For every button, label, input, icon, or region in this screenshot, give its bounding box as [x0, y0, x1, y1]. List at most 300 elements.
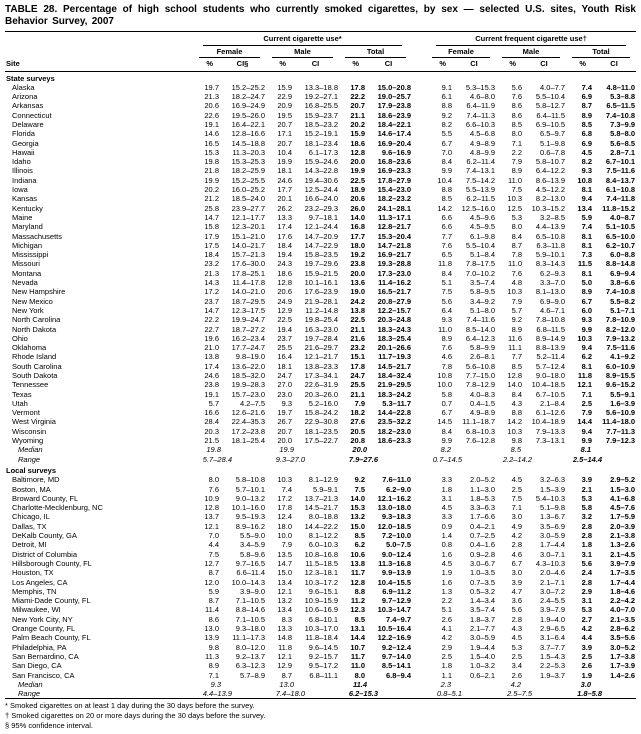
cell-ci: 3.0–6.7: [469, 558, 496, 568]
column-gutter: [412, 278, 426, 287]
cell-ci: 10.1–16.1: [304, 278, 338, 288]
cell-ci: 10.4–18.9: [531, 417, 566, 427]
column-gutter: [412, 605, 426, 614]
cell-percent: 2.2: [511, 147, 523, 157]
cell-percent: 14.6: [204, 129, 219, 139]
cell-percent: 5.9: [208, 586, 219, 596]
cell-percent: 2.5: [511, 651, 523, 661]
cell-ci: 5.5–10.4: [465, 240, 496, 250]
cell-ci: 14.4–22.2: [304, 521, 338, 531]
table-row: [5, 362, 636, 371]
cell-ci: 12.2–15.7: [377, 305, 412, 315]
cell-range: 2.5–7.5: [506, 689, 533, 699]
cell-site: Orange County, FL: [12, 624, 76, 634]
cell-percent: 13.0: [204, 624, 219, 634]
cell-ci: 6.6–10.3: [465, 119, 496, 129]
cell-ci: 5.8–9.9: [469, 343, 496, 353]
cell-ci: 22.9–30.8: [304, 417, 338, 427]
cell-percent: 12.8: [350, 577, 365, 587]
cell-percent: 11.0: [507, 259, 523, 269]
cell-percent: 2.8: [581, 577, 593, 587]
column-gutter: [412, 531, 426, 540]
cell-ci: 5.5–13.9: [465, 185, 496, 195]
table-row: [5, 222, 636, 231]
cell-percent: 7.1: [581, 389, 593, 399]
cell-ci: 8.8–14.8: [605, 259, 636, 269]
cell-percent: 24.9: [277, 296, 292, 306]
cell-ci: 6.9–9.4: [610, 268, 636, 278]
column-gutter: [412, 390, 426, 399]
cell-site: Wyoming: [12, 436, 44, 446]
cell-ci: 7.2–10.0: [381, 531, 412, 541]
column-gutter: [412, 568, 426, 577]
cell-percent: 21.5: [204, 436, 219, 446]
cell-percent: 2.8: [511, 614, 523, 624]
cell-ci: 4.1–9.2: [610, 352, 636, 362]
cell-percent: 2.9: [441, 642, 453, 652]
cell-ci: 17.8–25.1: [231, 268, 265, 278]
cell-ci: 2.2–5.3: [539, 661, 566, 671]
cell-ci: 18.2–23.0: [377, 426, 412, 436]
cell-ci: 7.0–10.2: [465, 268, 496, 278]
cell-percent: 7.9: [511, 157, 523, 167]
cell-ci: 5.8–10.7: [535, 157, 566, 167]
cell-ci: 19.7–28.4: [304, 333, 338, 343]
cell-ci: 3.0–7.1: [539, 549, 566, 559]
table-row: [5, 269, 636, 278]
cell-ci: 13.3–18.8: [304, 82, 338, 92]
cell-ci: 6.1–12.6: [535, 408, 566, 418]
ci-column-header: CI§: [219, 58, 266, 71]
cell-ci: 22.4–35.3: [231, 417, 265, 427]
cell-ci: 8.6–13.9: [535, 175, 566, 185]
cell-ci: 9.6–14.5: [308, 642, 338, 652]
cell-ci: 4.9–8.9: [469, 138, 496, 148]
cell-ci: 7.6–12.8: [465, 436, 496, 446]
cell-ci: 6.5–10.8: [535, 231, 566, 241]
cell-median: 8.1: [580, 445, 592, 455]
cell-ci: 7.3–13.1: [535, 436, 566, 446]
group-header-row: [5, 32, 636, 46]
cell-percent: 11.1: [507, 343, 523, 353]
cell-percent: 5.3: [581, 493, 593, 503]
cell-percent: 18.4: [277, 240, 292, 250]
cell-percent: 8.2: [441, 119, 453, 129]
cell-ci: 3.5–7.4: [469, 278, 496, 288]
column-header-row: [5, 58, 636, 71]
cell-ci: 5.8–12.7: [535, 101, 566, 111]
cell-ci: 1.3–6.7: [539, 512, 566, 522]
cell-percent: 22.2: [350, 92, 365, 102]
cell-ci: 9.0–18.0: [535, 371, 566, 380]
cell-site: Iowa: [12, 185, 28, 195]
cell-percent: 13.8: [350, 305, 365, 315]
cell-ci: 3.4–5.9: [239, 540, 265, 550]
cell-ci: 6.3–11.8: [536, 240, 566, 250]
cell-ci: 9.0–13.2: [235, 493, 265, 503]
cell-ci: 6.5–10.0: [605, 231, 636, 241]
cell-site: Palm Beach County, FL: [12, 633, 91, 643]
cell-percent: 1.1: [441, 670, 453, 680]
table-row: [5, 522, 636, 531]
cell-percent: 23.7: [277, 333, 292, 343]
cell-percent: 2.8: [511, 540, 523, 550]
cell-ci: 18.7–29.5: [231, 296, 265, 306]
group-header-current-use: [193, 32, 412, 46]
cell-percent: 11.0: [437, 324, 453, 334]
cell-percent: 5.3: [511, 642, 523, 652]
cell-ci: 3.9–7.9: [539, 605, 566, 615]
cell-percent: 8.9: [441, 333, 453, 343]
cell-percent: 13.7: [204, 512, 219, 522]
cell-percent: 4.8: [511, 278, 523, 288]
table-row: [5, 624, 636, 633]
cell-ci: 18.1–25.4: [231, 436, 265, 446]
cell-percent: 14.0: [350, 493, 365, 503]
cell-site: Indiana: [12, 175, 37, 185]
cell-site: South Dakota: [12, 371, 58, 380]
cell-ci: 10.4–18.5: [531, 380, 566, 390]
cell-ci: 17.3–34.1: [304, 371, 338, 380]
cell-percent: 4.2: [511, 531, 523, 541]
column-gutter: [412, 540, 426, 549]
table-row: [5, 427, 636, 436]
cell-ci: 5.1–8.4: [469, 250, 496, 260]
cell-percent: 5.3: [581, 605, 593, 615]
cell-percent: 6.1: [441, 92, 453, 102]
cell-ci: 16.5–21.7: [377, 287, 412, 297]
cell-ci: 15.7–21.3: [231, 250, 265, 260]
percent-column-header: %: [339, 58, 365, 71]
cell-ci: 4.6–8.0: [469, 92, 496, 102]
cell-site: Texas: [12, 389, 32, 399]
table-row: [5, 512, 636, 521]
cell-percent: 22.7: [204, 324, 219, 334]
column-gutter: [412, 485, 426, 494]
section-label: State surveys: [6, 73, 55, 83]
cell-percent: 11.7: [350, 651, 365, 661]
cell-ci: 7.8–10.9: [605, 315, 636, 325]
cell-ci: 18.6–23.3: [377, 436, 412, 446]
cell-percent: 13.8: [350, 558, 365, 568]
cell-ci: 2.0–3.9: [610, 521, 636, 531]
cell-percent: 7.8: [441, 361, 453, 371]
table-row: [5, 343, 636, 352]
cell-ci: 8.4–13.7: [605, 175, 636, 185]
cell-ci: 9.0–12.4: [381, 549, 412, 559]
cell-percent: 8.5: [441, 194, 453, 204]
column-gutter: [412, 343, 426, 352]
cell-percent: 8.7: [511, 240, 523, 250]
cell-ci: 10.6–16.9: [304, 605, 338, 615]
table-row: [5, 325, 636, 334]
cell-ci: 6.4–12.3: [465, 333, 496, 343]
cell-percent: 15.8: [204, 222, 219, 232]
cell-site: Wisconsin: [12, 426, 47, 436]
cell-ci: 6.2–11.5: [466, 194, 496, 204]
cell-ci: 5.4–10.3: [535, 493, 566, 503]
cell-ci: 23.9–27.7: [231, 203, 265, 213]
cell-ci: 7.4–10.8: [605, 287, 636, 297]
cell-percent: 8.8: [354, 586, 365, 596]
column-gutter: [412, 362, 426, 371]
cell-ci: 7.4–13.1: [465, 166, 496, 176]
cell-ci: 4.9–8.9: [469, 408, 496, 418]
cell-percent: 21.3: [204, 92, 219, 102]
table-row: [5, 204, 636, 213]
cell-site: Montana: [12, 268, 42, 278]
cell-percent: 17.5: [204, 240, 219, 250]
document-table: [5, 31, 636, 699]
cell-site: Idaho: [12, 157, 31, 167]
column-gutter: [412, 334, 426, 343]
cell-ci: 19.2–27.1: [304, 92, 338, 102]
cell-ci: 12.1–17.7: [231, 212, 265, 222]
cell-ci: 6.2–11.4: [466, 157, 496, 167]
cell-percent: 9.3: [441, 315, 453, 325]
column-gutter: [412, 148, 426, 157]
cell-percent: 20.2: [350, 119, 365, 129]
cell-percent: 13.2: [277, 596, 292, 606]
cell-ci: 18.4–32.4: [377, 371, 412, 380]
cell-percent: 4.9: [511, 521, 523, 531]
cell-percent: 15.0: [277, 568, 292, 578]
cell-ci: 3.5–5.6: [610, 633, 636, 643]
column-gutter: [412, 297, 426, 306]
cell-percent: 6.7: [581, 296, 593, 306]
cell-site: West Virginia: [12, 417, 56, 427]
cell-percent: 7.9: [581, 408, 593, 418]
cell-ci: 10.0–14.3: [231, 577, 265, 587]
cell-percent: 24.3: [277, 259, 292, 269]
cell-percent: 6.6: [441, 212, 453, 222]
cell-ci: 18.3–24.3: [377, 324, 412, 334]
cell-ci: 18.3–24.2: [377, 389, 412, 399]
cell-percent: 23.0: [277, 389, 292, 399]
cell-ci: 1.5–4.0: [469, 651, 496, 661]
table-row: [5, 139, 636, 148]
cell-percent: 13.2: [350, 512, 365, 522]
cell-ci: 7.3–9.9: [610, 119, 636, 129]
cell-median: 2.3: [440, 679, 452, 689]
cell-site: Arkansas: [12, 101, 44, 111]
cell-percent: 7.5: [354, 484, 365, 494]
cell-ci: 1.4–3.4: [469, 596, 496, 606]
cell-ci: 12.5–16.0: [461, 203, 496, 213]
cell-percent: 3.3: [441, 475, 453, 485]
table-row: [5, 436, 636, 445]
cell-ci: 8.8–14.6: [235, 605, 265, 615]
cell-ci: 21.9–28.1: [304, 296, 338, 306]
cell-percent: 18.0: [277, 521, 292, 531]
cell-percent: 3.6: [511, 596, 523, 606]
subheader-total-label: Total: [345, 46, 406, 59]
cell-ci: 7.7–11.3: [606, 426, 636, 436]
column-gutter: [412, 661, 426, 670]
cell-ci: 19.5–26.0: [231, 110, 265, 120]
cell-ci: 8.2–12.0: [605, 324, 636, 334]
cell-percent: 19.1: [204, 389, 219, 399]
cell-percent: 6.8: [581, 129, 593, 139]
cell-percent: 21.6: [350, 333, 365, 343]
cell-percent: 1.9: [581, 670, 593, 680]
cell-ci: 12.3–20.1: [231, 222, 265, 232]
cell-ci: 19.9–24.7: [231, 315, 265, 325]
cell-site: District of Columbia: [12, 549, 78, 559]
cell-percent: 1.9: [441, 568, 453, 578]
cell-percent: 21.0: [204, 343, 219, 353]
cell-ci: 6.8–10.3: [465, 426, 496, 436]
cell-ci: 17.2–23.8: [231, 426, 265, 436]
cell-percent: 12.8: [507, 371, 523, 380]
cell-ci: 2.1–7.7: [469, 624, 496, 634]
table-row: [5, 111, 636, 120]
table-row: [5, 157, 636, 166]
table-row: [5, 550, 636, 559]
cell-percent: 3.0: [511, 568, 523, 578]
cell-percent: 11.6: [507, 333, 523, 343]
cell-ci: 4.8–11.0: [606, 82, 636, 92]
cell-site: New York: [12, 305, 44, 315]
column-gutter: [412, 213, 426, 222]
cell-ci: 6.0–8.8: [610, 250, 636, 260]
cell-range: 9.3–27.0: [275, 454, 305, 464]
cell-percent: 4.3: [511, 398, 523, 408]
cell-percent: 8.5: [354, 614, 365, 624]
cell-ci: 18.1–23.4: [304, 138, 338, 148]
cell-percent: 8.7: [281, 670, 292, 680]
table-row: [5, 408, 636, 417]
cell-ci: 14.7–20.9: [304, 231, 338, 241]
section-header-row: [5, 71, 636, 83]
cell-percent: 10.3: [507, 287, 523, 297]
cell-site: Utah: [12, 398, 28, 408]
cell-ci: 4.1–6.8: [610, 493, 636, 503]
cell-ci: 14.5–18.8: [231, 138, 265, 148]
cell-ci: 1.9–4.0: [539, 614, 566, 624]
cell-ci: 21.9–29.5: [377, 380, 412, 390]
cell-ci: 1.3–2.6: [610, 540, 636, 550]
column-gutter: [412, 166, 426, 175]
cell-ci: 3.0–5.9: [539, 531, 566, 541]
cell-ci: 14.4–22.8: [377, 408, 412, 418]
cell-percent: 20.7: [350, 101, 365, 111]
cell-percent: 20.6: [350, 194, 365, 204]
cell-percent: 3.9: [581, 475, 593, 485]
cell-ci: 6.5–11.5: [606, 101, 636, 111]
table-row: [5, 643, 636, 652]
cell-ci: 18.2–23.2: [377, 194, 412, 204]
cell-percent: 13.1: [350, 624, 365, 634]
table-row: [5, 92, 636, 101]
cell-percent: 4.6: [511, 549, 523, 559]
cell-ci: 3.2–8.5: [539, 212, 566, 222]
cell-site: Alaska: [12, 82, 35, 92]
column-gutter: [412, 559, 426, 568]
subheader-female-label: Female: [432, 46, 490, 59]
cell-percent: 2.6: [441, 614, 453, 624]
cell-ci: 0.7–3.5: [469, 577, 496, 587]
cell-percent: 19.9: [204, 175, 219, 185]
cell-ci: 4.5–9.5: [469, 222, 496, 232]
cell-percent: 7.6: [511, 268, 523, 278]
cell-range: 7.9–27.6: [348, 454, 379, 464]
cell-percent: 17.8: [277, 503, 292, 513]
cell-ci: 15.3–20.4: [377, 231, 412, 241]
cell-percent: 8.8: [511, 408, 523, 418]
table-row: [5, 417, 636, 426]
cell-ci: 5.6–10.9: [605, 408, 636, 418]
cell-percent: 10.8: [437, 371, 453, 380]
table-row: [5, 652, 636, 661]
cell-ci: 7.5–11.6: [606, 166, 636, 176]
cell-percent: 23.8: [204, 380, 219, 390]
cell-percent: 8.6: [511, 110, 523, 120]
cell-percent: 8.1: [581, 231, 593, 241]
cell-ci: 16.3–23.0: [304, 324, 338, 334]
cell-percent: 7.5: [511, 185, 523, 195]
cell-percent: 17.9: [204, 231, 219, 241]
cell-ci: 16.4–22.1: [231, 119, 265, 129]
cell-percent: 2.8: [581, 531, 593, 541]
cell-ci: 1.7–3.9: [610, 661, 636, 671]
cell-percent: 10.0: [277, 531, 292, 541]
cell-ci: 1.5–3.0: [610, 484, 636, 494]
cell-percent: 0.9: [441, 521, 453, 531]
cell-ci: 18.3–25.4: [377, 333, 412, 343]
cell-percent: 2.6: [581, 661, 593, 671]
cell-ci: 6.9–10.5: [535, 119, 566, 129]
cell-ci: 5.5–9.1: [610, 389, 636, 399]
cell-percent: 8.5: [581, 119, 593, 129]
cell-percent: 23.2: [204, 259, 219, 269]
cell-ci: 11.5–18.5: [305, 558, 338, 568]
cell-percent: 3.3: [441, 512, 453, 522]
cell-ci: 10.8–16.8: [304, 549, 338, 559]
cell-percent: 14.2: [507, 417, 523, 427]
cell-percent: 16.4: [277, 352, 292, 362]
cell-site: Philadelphia, PA: [12, 642, 67, 652]
cell-percent: 19.9: [277, 157, 292, 167]
cell-percent: 7.0: [441, 147, 453, 157]
cell-ci: 6.8–10.1: [308, 614, 338, 624]
cell-ci: 23.2–29.3: [304, 203, 338, 213]
cell-percent: 14.7: [204, 212, 219, 222]
cell-ci: 16.9–20.4: [377, 138, 412, 148]
cell-ci: 1.0–3.5: [469, 568, 496, 578]
cell-ci: 0.4–1.6: [469, 540, 496, 550]
cell-percent: 18.4: [204, 250, 219, 260]
cell-ci: 13.6–22.0: [231, 361, 265, 371]
cell-ci: 4.6–7.1: [539, 305, 566, 315]
cell-ci: 1.7–3.8: [610, 651, 636, 661]
cell-ci: 9.9–13.9: [381, 568, 412, 578]
cell-site: Oklahoma: [12, 343, 47, 353]
table-row: [5, 596, 636, 605]
subgroup-header-row: [5, 46, 636, 59]
cell-percent: 2.5: [581, 651, 593, 661]
cell-ci: 3.2–6.3: [539, 475, 566, 485]
column-gutter: [412, 315, 426, 324]
cell-percent: 12.8: [277, 278, 292, 288]
cell-ci: 2.8–7.1: [610, 147, 636, 157]
cell-ci: 5.7–8.9: [239, 670, 265, 680]
cell-ci: 9.7–18.1: [308, 212, 338, 222]
table-row: [5, 232, 636, 241]
column-gutter: [412, 83, 426, 92]
cell-percent: 12.9: [277, 661, 292, 671]
cell-ci: 6.1–17.3: [308, 147, 338, 157]
